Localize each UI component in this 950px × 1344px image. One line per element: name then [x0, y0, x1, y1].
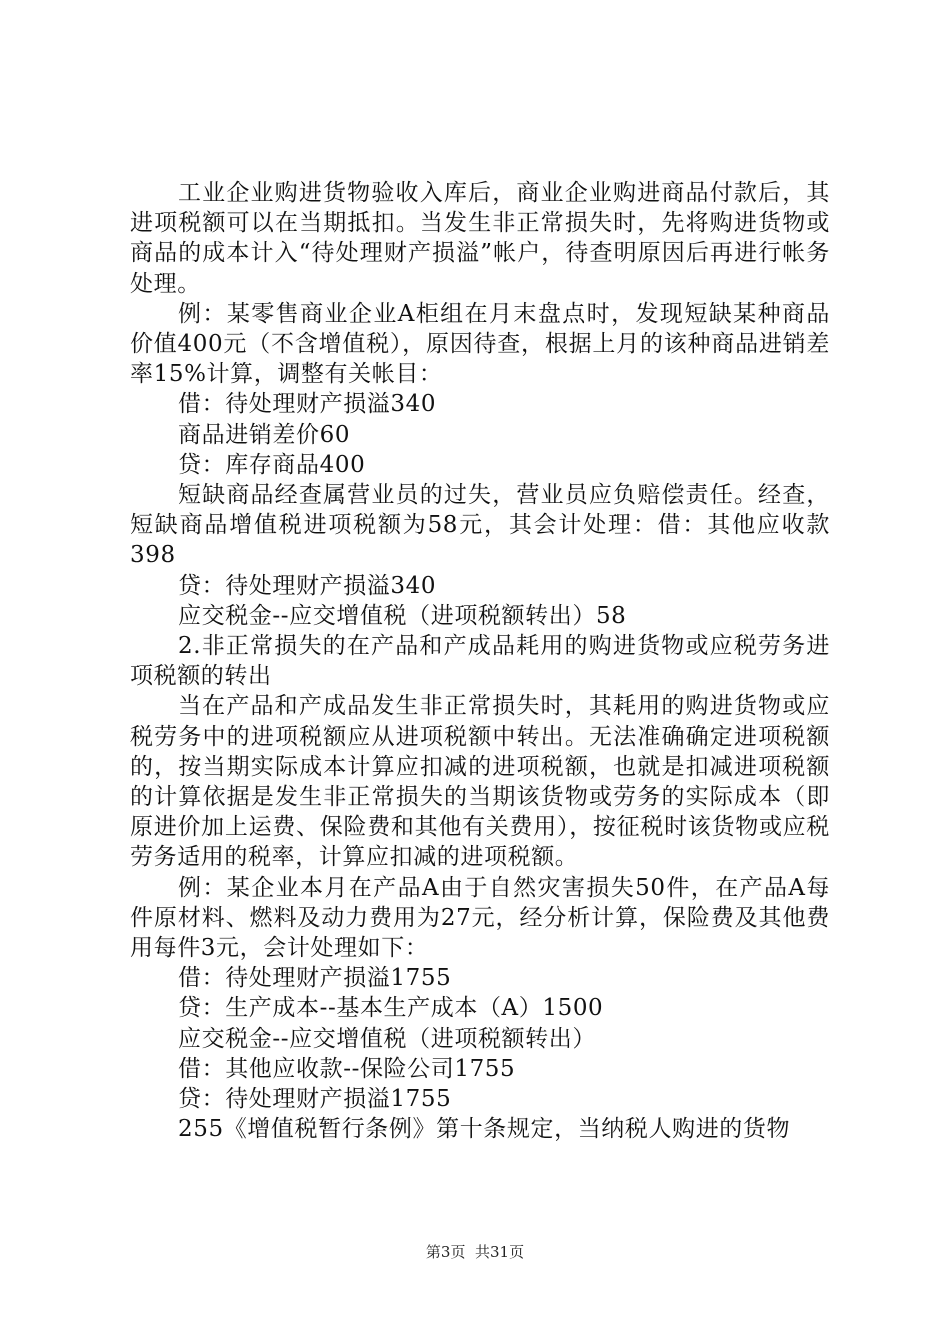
entry-tax-transfer-2: 应交税金--应交增值税（进项税额转出） [178, 1025, 596, 1052]
entry-credit-production: 贷：生产成本--基本生产成本（A）1500 [178, 995, 604, 1022]
entry-debit-loss: 借：待处理财产损溢340 [178, 391, 437, 418]
paragraph-regulation: 255《增值税暂行条例》第十条规定，当纳税人购进的货物 [178, 1116, 791, 1143]
entry-tax-transfer: 应交税金--应交增值税（进项税额转出）58 [178, 602, 627, 629]
paragraph-intro: 工业企业购进货物验收入库后，商业企业购进商品付款后，其进项税额可以在当期抵扣。当发生非正常损失时，先将购进货物或商品的成本计入“待处理财产损溢”帐户，待查明原因后再进行帐务处理。 [130, 180, 830, 297]
paragraph-section-2: 当在产品和产成品发生非正常损失时，其耗用的购进货物或应税劳务中的进项税额应从进项税额中转出。无法准确确定进项税额的，按当期实际成本计算应扣减的进项税额，也就是扣减进项税额的计算依据是发生非正常损失的当期该货物或劳务的实际成本（即原进价加上运费、保险费和其他有关费用），按征税时该货物或应税劳务适用的税率，计算应扣减的进项税额。 [130, 693, 830, 871]
entry-debit-loss-2: 借：待处理财产损溢1755 [178, 965, 452, 992]
entry-credit-loss: 贷：待处理财产损溢340 [178, 572, 437, 599]
entry-margin: 商品进销差价60 [178, 421, 351, 448]
paragraph-shortage: 短缺商品经查属营业员的过失，营业员应负赔偿责任。经查，短缺商品增值税进项税额为58元，其会计处理：借：其他应收款398 [130, 482, 830, 569]
entry-credit-loss-2: 贷：待处理财产损溢1755 [178, 1086, 452, 1113]
entry-debit-insurance: 借：其他应收款--保险公司1755 [178, 1055, 516, 1082]
page-total: 共31页 [475, 1243, 525, 1261]
page-number: 第3页 [425, 1243, 466, 1261]
page-footer [0, 1242, 950, 1262]
paragraph-example-2: 例：某企业本月在产品A由于自然灾害损失50件，在产品A每件原材料、燃料及动力费用为27元，经分析计算，保险费及其他费用每件3元，会计处理如下： [130, 874, 830, 962]
document-body [130, 178, 830, 1145]
section-heading-2: 2.非正常损失的在产品和产成品耗用的购进货物或应税劳务进项税额的转出 [130, 633, 830, 690]
paragraph-example-1: 例：某零售商业企业A柜组在月末盘点时，发现短缺某种商品价值400元（不含增值税），原因待查，根据上月的该种商品进销差率15%计算，调整有关帐目： [130, 300, 830, 388]
entry-credit-stock: 贷：库存商品400 [178, 451, 366, 478]
